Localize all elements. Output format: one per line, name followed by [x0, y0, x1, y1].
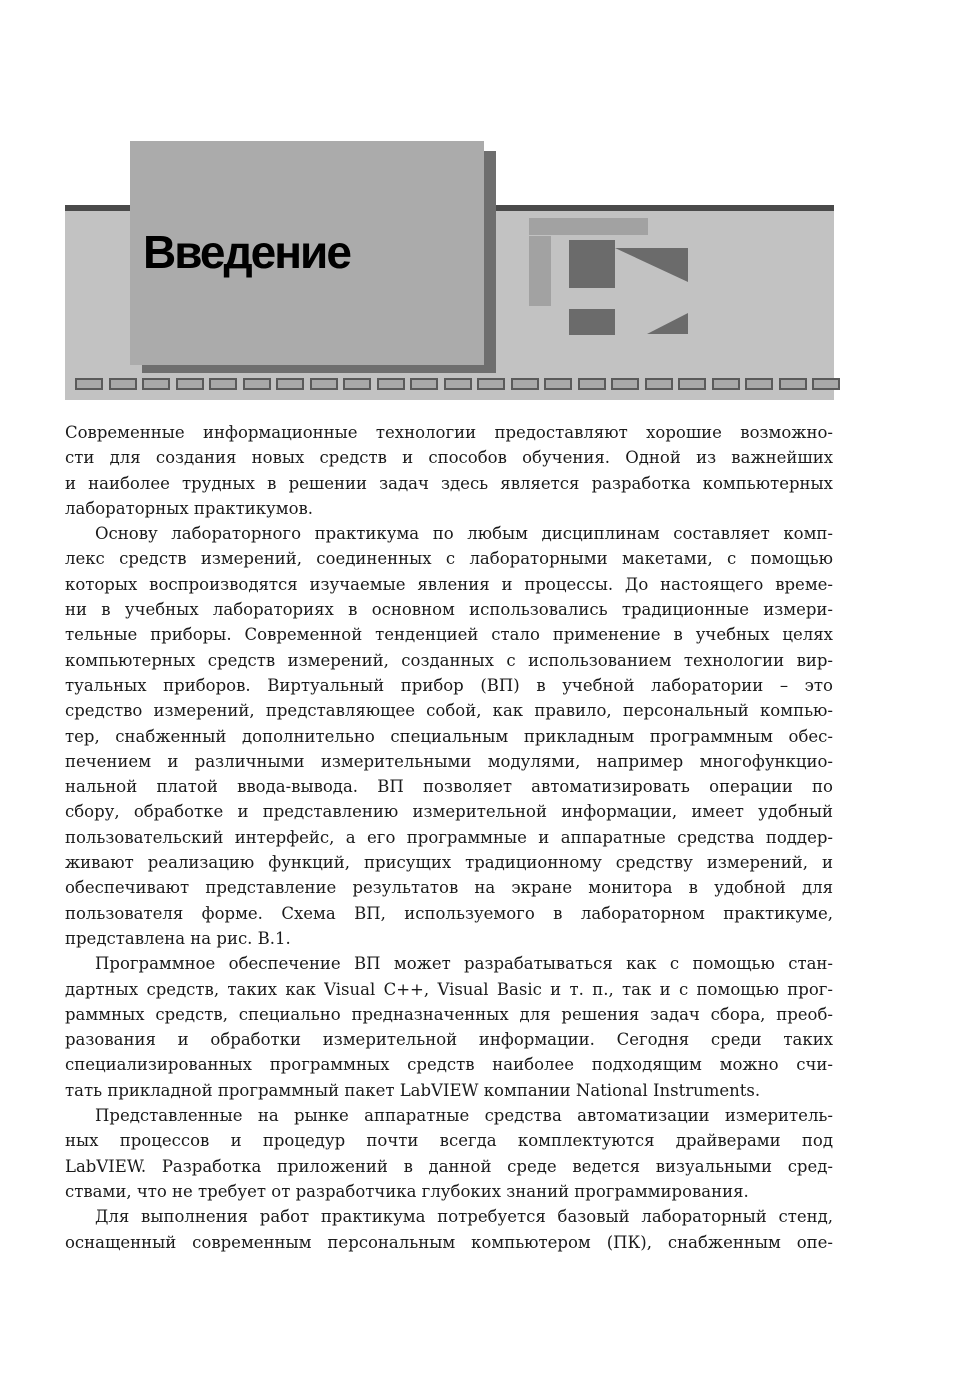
strip-segment: [377, 378, 405, 390]
paragraph: [65, 521, 833, 951]
strip-segment: [678, 378, 706, 390]
text-line: пользователя форме. Схема ВП, используемого в лабораторном практикуме,: [65, 903, 833, 923]
text-line: лабораторных практикумов.: [65, 498, 314, 518]
text-line: представлена на рис. В.1.: [65, 928, 291, 948]
text-line: оснащенный современным персональным компьютером (ПК), снабженным опе-: [65, 1232, 833, 1252]
strip-segment: [745, 378, 773, 390]
text-line: туальных приборов. Виртуальный прибор (ВП) в учебной лаборатории – это: [65, 675, 833, 695]
strip-segment: [243, 378, 271, 390]
text-line: ни в учебных лабораториях в основном использовались традиционные измери-: [65, 600, 833, 620]
text-line: сти для создания новых средств и способов обучения. Одной из важнейших: [65, 448, 833, 468]
text-line: средство измерений, представляющее собой, как правило, персональный компью-: [65, 701, 833, 721]
text-line: тельные приборы. Современной тенденцией стало применение в учебных целях: [65, 625, 833, 645]
text-line: и наиболее трудных в решении задач здесь является разработка компьютерных: [65, 473, 833, 493]
strip-segment: [477, 378, 505, 390]
strip-segment: [812, 378, 840, 390]
text-line: разования и обработки измерительной информации. Сегодня среди таких: [65, 1030, 833, 1050]
text-line: печением и различными измерительными модулями, например многофункцио-: [65, 751, 833, 771]
text-line: сбору, обработке и представлению измерительной информации, имеет удобный: [65, 802, 833, 822]
chapter-banner: [65, 141, 834, 400]
text-line: Представленные на рынке аппаратные средства автоматизации измеритель-: [95, 1106, 833, 1126]
strip-segment: [343, 378, 371, 390]
text-line: ствами, что не требует от разработчика глубоких знаний программирования.: [65, 1181, 749, 1201]
decorative-squares-icon: [525, 216, 695, 341]
text-line: живают реализацию функций, присущих традиционному средству измерений, и: [65, 853, 833, 873]
text-line: Для выполнения работ практикума потребуется базовый лабораторный стенд,: [95, 1207, 833, 1227]
text-line: компьютерных средств измерений, созданных с использованием технологии вир-: [65, 650, 833, 670]
strip-segment: [444, 378, 472, 390]
strip-segment: [611, 378, 639, 390]
strip-segment: [109, 378, 137, 390]
strip-segment: [209, 378, 237, 390]
text-line: нальной платой ввода-вывода. ВП позволяет автоматизировать операции по: [65, 777, 833, 797]
strip-segment: [578, 378, 606, 390]
strip-segment: [511, 378, 539, 390]
text-line: ных процессов и процедур почти всегда комплектуются драйверами под: [65, 1131, 833, 1151]
text-line: раммных средств, специально предназначенных для решения задач сбора, преоб-: [65, 1004, 833, 1024]
paragraph: [65, 420, 833, 521]
text-line: Основу лабораторного практикума по любым дисциплинам составляет комп-: [95, 524, 833, 544]
strip-segment: [544, 378, 572, 390]
text-line: дартных средств, таких как Visual C++, Visual Basic и т. п., так и с помощью прог-: [65, 979, 833, 999]
text-line: тать прикладной программный пакет LabVIEW компании National Instruments.: [65, 1080, 761, 1100]
dashed-strip: [75, 378, 825, 392]
text-line: специализированных программных средств наиболее подходящим можно счи-: [65, 1055, 833, 1075]
strip-segment: [276, 378, 304, 390]
strip-segment: [176, 378, 204, 390]
body-text: [65, 420, 833, 1255]
text-line: LabVIEW. Разработка приложений в данной среде ведется визуальными сред-: [65, 1156, 833, 1176]
text-line: обеспечивают представление результатов на экране монитора в удобной для: [65, 878, 833, 898]
text-line: Современные информационные технологии предоставляют хорошие возможно-: [65, 423, 833, 442]
strip-segment: [410, 378, 438, 390]
text-line: которых воспроизводятся изучаемые явления и процессы. До настоящего време-: [65, 574, 833, 594]
text-line: лекс средств измерений, соединенных с лабораторными макетами, с помощью: [65, 549, 833, 569]
paragraph: [65, 951, 833, 1103]
paragraph: [65, 1204, 833, 1255]
text-line: Программное обеспечение ВП может разрабатываться как с помощью стан-: [95, 954, 833, 974]
strip-segment: [712, 378, 740, 390]
strip-segment: [310, 378, 338, 390]
strip-segment: [75, 378, 103, 390]
text-line: тер, снабженный дополнительно специальным прикладным программным обес-: [65, 726, 833, 746]
strip-segment: [645, 378, 673, 390]
chapter-title: Введение: [143, 226, 350, 278]
strip-segment: [142, 378, 170, 390]
paragraph: [65, 1103, 833, 1204]
text-line: пользовательский интерфейс, а его программные и аппаратные средства поддер-: [65, 827, 833, 847]
strip-segment: [779, 378, 807, 390]
